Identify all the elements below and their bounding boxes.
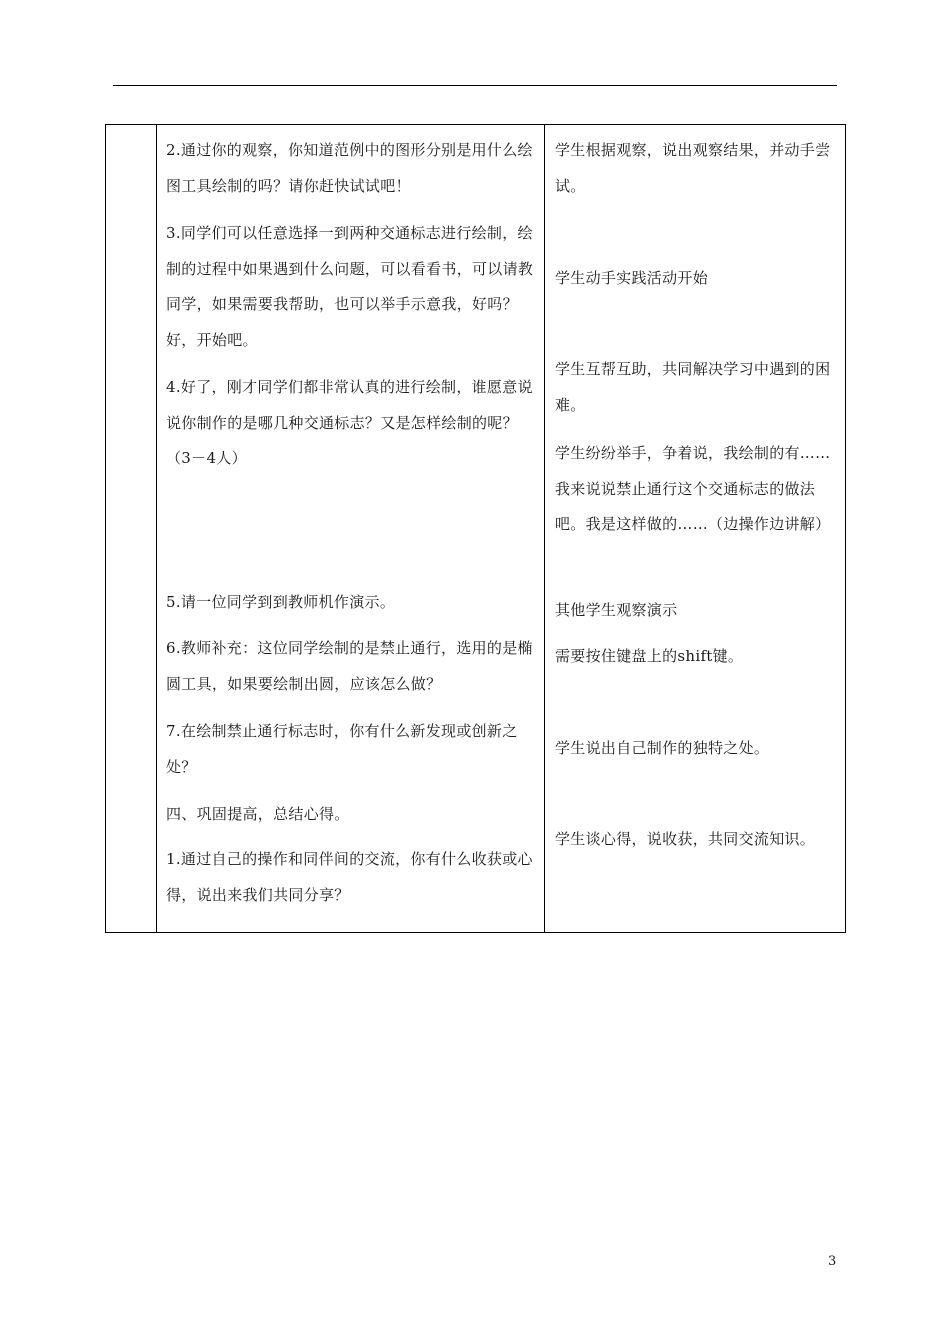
column-divider-2 bbox=[544, 125, 545, 932]
student-response-3: 学生互帮互助，共同解决学习中遇到的困难。 bbox=[555, 360, 831, 414]
teacher-step-7: 7.在绘制禁止通行标志时，你有什么新发现或创新之处？ bbox=[166, 722, 518, 776]
student-response-1: 学生根据观察，说出观察结果，并动手尝试。 bbox=[555, 141, 831, 195]
student-response-4: 学生纷纷举手，争着说，我绘制的有……我来说说禁止通行这个交通标志的做法吧。我是这样做的……（边操作边讲解） bbox=[555, 444, 831, 533]
section-heading-4: 四、巩固提高，总结心得。 bbox=[166, 805, 350, 823]
student-response-7: 学生说出自己制作的独特之处。 bbox=[555, 739, 770, 757]
teacher-step-4-1: 1.通过自己的操作和同伴间的交流，你有什么收获或心得，说出来我们共同分享？ bbox=[166, 850, 533, 904]
page-number: 3 bbox=[828, 1254, 837, 1269]
teacher-step-2: 2.通过你的观察，你知道范例中的图形分别是用什么绘图工具绘制的吗？请你赶快试试吧！ bbox=[166, 141, 533, 195]
teacher-step-3: 3.同学们可以任意选择一到两种交通标志进行绘制，绘制的过程中如果遇到什么问题，可以看看书，可以请教同学，如果需要我帮助，也可以举手示意我，好吗？好，开始吧。 bbox=[166, 224, 534, 349]
student-response-5: 其他学生观察演示 bbox=[555, 601, 678, 619]
teacher-step-5: 5.请一位同学到到教师机作演示。 bbox=[166, 593, 396, 611]
teacher-step-6: 6.教师补充：这位同学绘制的是禁止通行，选用的是椭圆工具，如果要绘制出圆，应该怎么做？ bbox=[166, 639, 533, 693]
header-rule bbox=[113, 85, 837, 86]
student-response-6: 需要按住键盘上的shift键。 bbox=[555, 647, 744, 665]
student-response-2: 学生动手实践活动开始 bbox=[555, 269, 709, 287]
student-response-8: 学生谈心得，说收获，共同交流知识。 bbox=[555, 830, 816, 848]
teacher-step-4: 4.好了，刚才同学们都非常认真的进行绘制，谁愿意说说你制作的是哪几种交通标志？又是怎样绘制的呢？（3－4人） bbox=[166, 378, 533, 467]
column-divider-1 bbox=[156, 125, 157, 932]
